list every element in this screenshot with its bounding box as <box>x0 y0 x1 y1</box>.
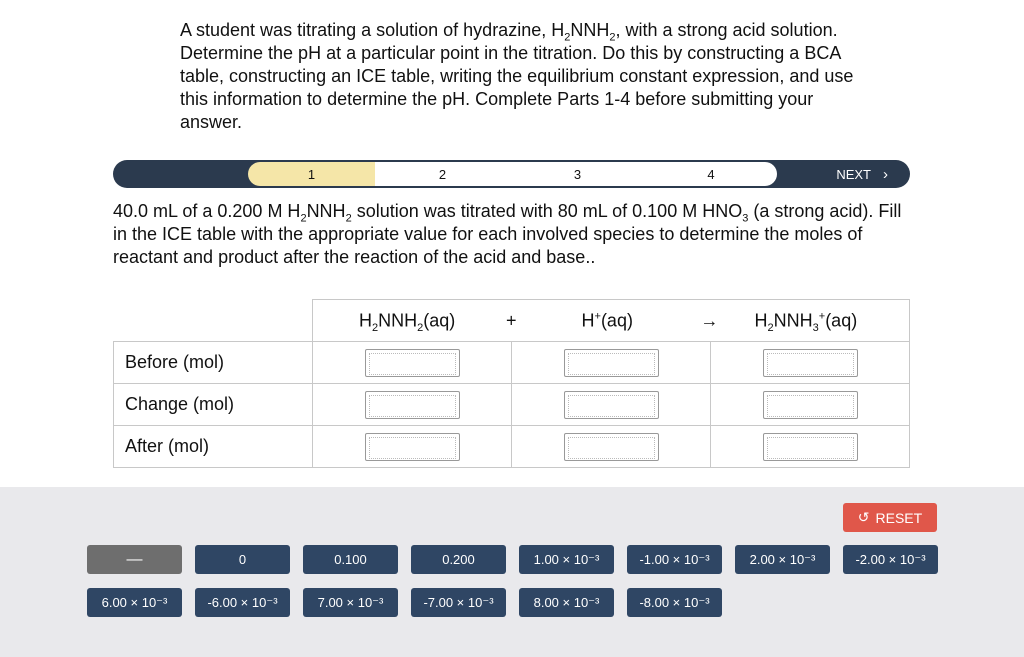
before-hydrazine-dropzone[interactable] <box>313 342 512 384</box>
step-1-tab[interactable]: 1 <box>248 162 375 186</box>
question-part: (a strong acid). Fill in the ICE table with the appropriate value for each involved species to determine the moles of reactant and product after the reaction of the acid and base.. <box>113 201 902 267</box>
answer-box[interactable] <box>365 391 460 419</box>
hydrazine-label: $H_2NNH_2(aq)$ <box>359 310 456 334</box>
table-corner <box>114 300 313 342</box>
proton-label: H+(aq) <box>581 310 633 330</box>
answer-box[interactable] <box>564 391 659 419</box>
question-text <box>113 200 913 269</box>
answer-box[interactable] <box>365 433 460 461</box>
subscript: 3 <box>742 212 749 225</box>
answer-box[interactable] <box>564 349 659 377</box>
row-label-change: Change (mol) <box>114 384 313 426</box>
answer-box[interactable] <box>365 349 460 377</box>
answer-tile-dash[interactable]: — <box>87 545 182 574</box>
subscript: 2 <box>300 212 307 225</box>
answer-tile[interactable]: 7.00 × 10⁻³ <box>303 588 398 617</box>
next-label: NEXT <box>836 166 871 182</box>
subscript: 2 <box>564 31 571 44</box>
species-header <box>313 300 517 342</box>
ice-table <box>113 299 910 468</box>
hydrazinium-label: $H_2NNH_3^+(aq)$ <box>754 310 858 334</box>
intro-text: , with a strong acid solution. Determine the pH at a particular point in the titration. Do this by constructing a BCA table, constructing an ICE table, writing the equilibrium constant expression, and use this information to determine the pH. Complete Parts 1-4 before submitting your answer. <box>180 20 854 132</box>
chevron-right-icon: › <box>883 165 888 183</box>
question-part: solution was titrated with 80 mL of 0.100 M HNO <box>351 201 743 221</box>
after-hydrazinium-dropzone[interactable] <box>711 426 910 468</box>
answer-box[interactable] <box>763 433 858 461</box>
step-3-tab[interactable]: 3 <box>510 162 645 186</box>
before-hydrazinium-dropzone[interactable] <box>711 342 910 384</box>
problem-intro <box>180 19 870 134</box>
after-proton-dropzone[interactable] <box>512 426 711 468</box>
plus-sign: + <box>506 310 517 330</box>
answer-box[interactable] <box>763 349 858 377</box>
answer-tile[interactable]: -7.00 × 10⁻³ <box>411 588 506 617</box>
subscript: 2 <box>609 31 616 44</box>
change-proton-dropzone[interactable] <box>512 384 711 426</box>
answer-tile[interactable]: 0.100 <box>303 545 398 574</box>
answer-tile[interactable]: -1.00 × 10⁻³ <box>627 545 722 574</box>
answer-tile[interactable]: 0.200 <box>411 545 506 574</box>
species-header <box>512 300 719 342</box>
answer-box[interactable] <box>763 391 858 419</box>
reset-label: RESET <box>875 509 923 526</box>
subscript: 2 <box>345 212 352 225</box>
question-part: 40.0 mL of a 0.200 M H <box>113 201 301 221</box>
change-hydrazinium-dropzone[interactable] <box>711 384 910 426</box>
answer-tile[interactable]: -2.00 × 10⁻³ <box>843 545 938 574</box>
step-2-tab[interactable]: 2 <box>375 162 510 186</box>
question-part: NNH <box>306 201 346 221</box>
table-row <box>114 384 910 426</box>
reaction-arrow: → <box>700 310 719 330</box>
row-label-after: After (mol) <box>114 426 313 468</box>
answer-tile[interactable]: 1.00 × 10⁻³ <box>519 545 614 574</box>
step-navigation <box>113 160 910 188</box>
table-row <box>114 426 910 468</box>
intro-text: NNH <box>570 20 610 40</box>
answer-tile[interactable]: -6.00 × 10⁻³ <box>195 588 290 617</box>
answer-tile[interactable]: 2.00 × 10⁻³ <box>735 545 830 574</box>
after-hydrazine-dropzone[interactable] <box>313 426 512 468</box>
table-row <box>114 342 910 384</box>
change-hydrazine-dropzone[interactable] <box>313 384 512 426</box>
row-label-before: Before (mol) <box>114 342 313 384</box>
reset-button[interactable] <box>843 503 937 532</box>
undo-icon: ↺ <box>857 509 870 525</box>
answer-tile[interactable]: 6.00 × 10⁻³ <box>87 588 182 617</box>
answer-tile[interactable]: 8.00 × 10⁻³ <box>519 588 614 617</box>
answer-tile[interactable]: -8.00 × 10⁻³ <box>627 588 722 617</box>
before-proton-dropzone[interactable] <box>512 342 711 384</box>
answer-tile[interactable]: 0 <box>195 545 290 574</box>
ice-header-row <box>114 300 910 342</box>
species-header <box>711 300 910 342</box>
answer-box[interactable] <box>564 433 659 461</box>
step-4-tab[interactable]: 4 <box>645 162 777 186</box>
intro-text: A student was titrating a solution of hydrazine, H <box>180 20 565 40</box>
next-button[interactable] <box>836 160 888 188</box>
